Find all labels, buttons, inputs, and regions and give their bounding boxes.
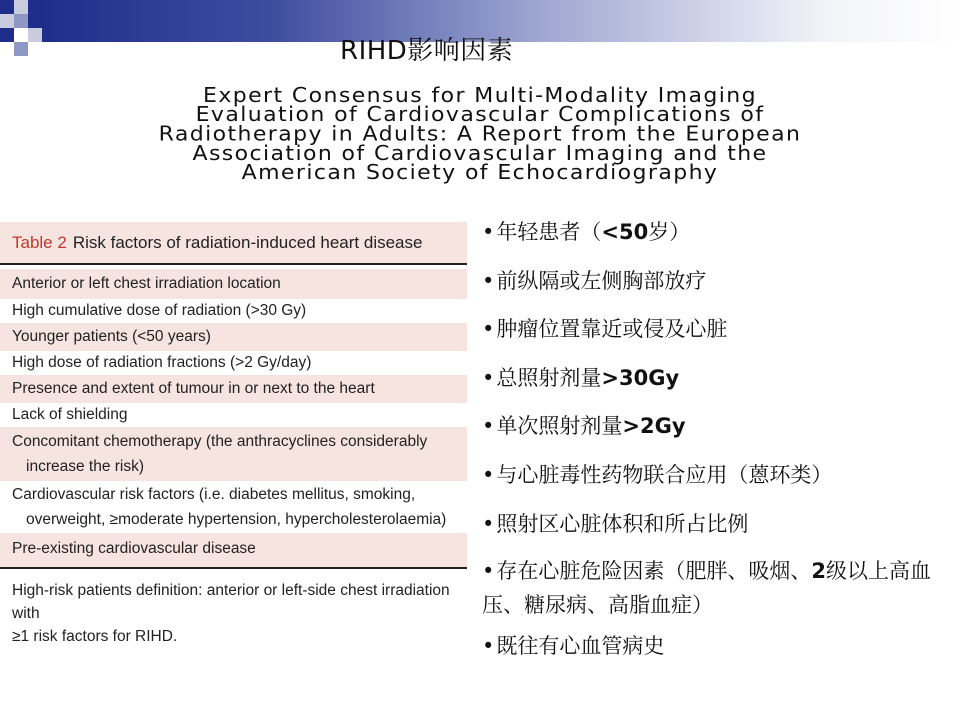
decor-square	[14, 14, 28, 28]
table-cell: High dose of radiation fractions (>2 Gy/day)	[12, 354, 312, 371]
decor-square	[0, 28, 14, 42]
bullet-tail: 级以上高血压、糖尿病、高脂血症）	[482, 559, 932, 618]
bullet-dot: •	[482, 462, 495, 487]
table-row	[0, 533, 467, 567]
table-row	[0, 427, 467, 481]
table-number: Table 2	[12, 232, 67, 252]
table-caption	[0, 222, 467, 265]
table-footnote-line: High-risk patients definition: anterior or left-side chest irradiation with	[12, 582, 450, 622]
bullet-text: 总照射剂量	[496, 365, 602, 390]
bullet-text: 与心脏毒性药物联合应用（蒽环类）	[496, 462, 833, 487]
bullet-text: 照射区心脏体积和所占比例	[496, 511, 749, 536]
bullet-text: 肿瘤位置靠近或侵及心脏	[496, 317, 728, 342]
decor-square	[0, 14, 14, 28]
table-row	[0, 269, 467, 299]
bullet-dot: •	[482, 317, 495, 342]
table-cell: Presence and extent of tumour in or next to the heart	[12, 380, 375, 397]
bullet-dot: •	[482, 634, 495, 659]
bullet-dot: •	[482, 268, 495, 293]
bullet-dot: •	[482, 414, 495, 439]
bullet-dot: •	[482, 220, 495, 244]
article-title-line: Radiotherapy in Adults: A Report from the European	[158, 123, 802, 146]
bullet-item	[482, 548, 952, 622]
bullet-item	[482, 622, 952, 671]
table-caption-text: Risk factors of radiation-induced heart disease	[72, 232, 423, 252]
article-title-line: Evaluation of Cardiovascular Complications of	[195, 103, 765, 127]
table-row	[0, 351, 467, 375]
bullet-text: 存在心脏危险因素（肥胖、吸烟、	[496, 559, 812, 584]
decor-square	[14, 42, 28, 56]
bullet-bold: 2	[811, 559, 827, 584]
table-cell-continuation: increase the risk)	[26, 458, 145, 475]
table-cell-continuation: overweight, ≥moderate hypertension, hypercholesterolaemia)	[26, 511, 447, 528]
bullet-item	[482, 257, 952, 306]
table-row	[0, 481, 467, 533]
bullet-dot: •	[482, 511, 495, 536]
table-cell: Younger patients (<50 years)	[12, 328, 211, 345]
decor-square	[0, 0, 14, 14]
table-footnote	[0, 569, 467, 648]
decor-square	[28, 28, 42, 42]
table-cell: High cumulative dose of radiation (>30 Gy)	[12, 302, 307, 319]
bullet-text: 单次照射剂量	[496, 414, 623, 439]
table-row	[0, 375, 467, 403]
bullet-item	[482, 305, 952, 354]
bullet-tail: 岁）	[648, 220, 691, 244]
table-footnote-line: ≥1 risk factors for RIHD.	[12, 628, 178, 645]
decor-square	[28, 14, 42, 28]
table-row	[0, 323, 467, 351]
bullet-item	[482, 208, 952, 257]
decor-square	[28, 0, 42, 14]
table-cell: Lack of shielding	[12, 406, 128, 423]
table-row	[0, 299, 467, 323]
bullet-item	[482, 500, 952, 549]
decor-square	[14, 0, 28, 14]
bullet-text: 年轻患者（	[496, 220, 602, 244]
table-cell: Cardiovascular risk factors (i.e. diabetes mellitus, smoking,	[12, 486, 416, 503]
bullet-dot: •	[482, 559, 495, 584]
bullet-bold: >2Gy	[622, 414, 686, 439]
bullet-dot: •	[482, 365, 495, 390]
bullet-item	[482, 451, 952, 500]
risk-factor-table	[0, 222, 467, 648]
bullet-bold: >30Gy	[601, 365, 680, 390]
bullet-item	[482, 402, 952, 451]
bullet-bold: <50	[601, 220, 649, 244]
bullet-text: 前纵隔或左侧胸部放疗	[496, 268, 707, 293]
bullet-list	[482, 208, 952, 671]
table-cell: Anterior or left chest irradiation location	[12, 275, 281, 292]
table-row	[0, 403, 467, 427]
bullet-item	[482, 354, 952, 403]
table-body	[0, 269, 467, 569]
table-cell: Pre-existing cardiovascular disease	[12, 540, 256, 557]
bullet-text: 既往有心血管病史	[496, 634, 665, 659]
article-title-line: American Society of Echocardiography	[241, 161, 719, 185]
article-title-line: Expert Consensus for Multi-Modality Imaging	[203, 84, 757, 108]
article-title-line: Association of Cardiovascular Imaging and the	[192, 142, 768, 166]
table-cell: Concomitant chemotherapy (the anthracyclines considerably	[12, 433, 428, 450]
article-title	[20, 86, 940, 183]
slide-title: RIHD影响因素	[340, 36, 514, 66]
